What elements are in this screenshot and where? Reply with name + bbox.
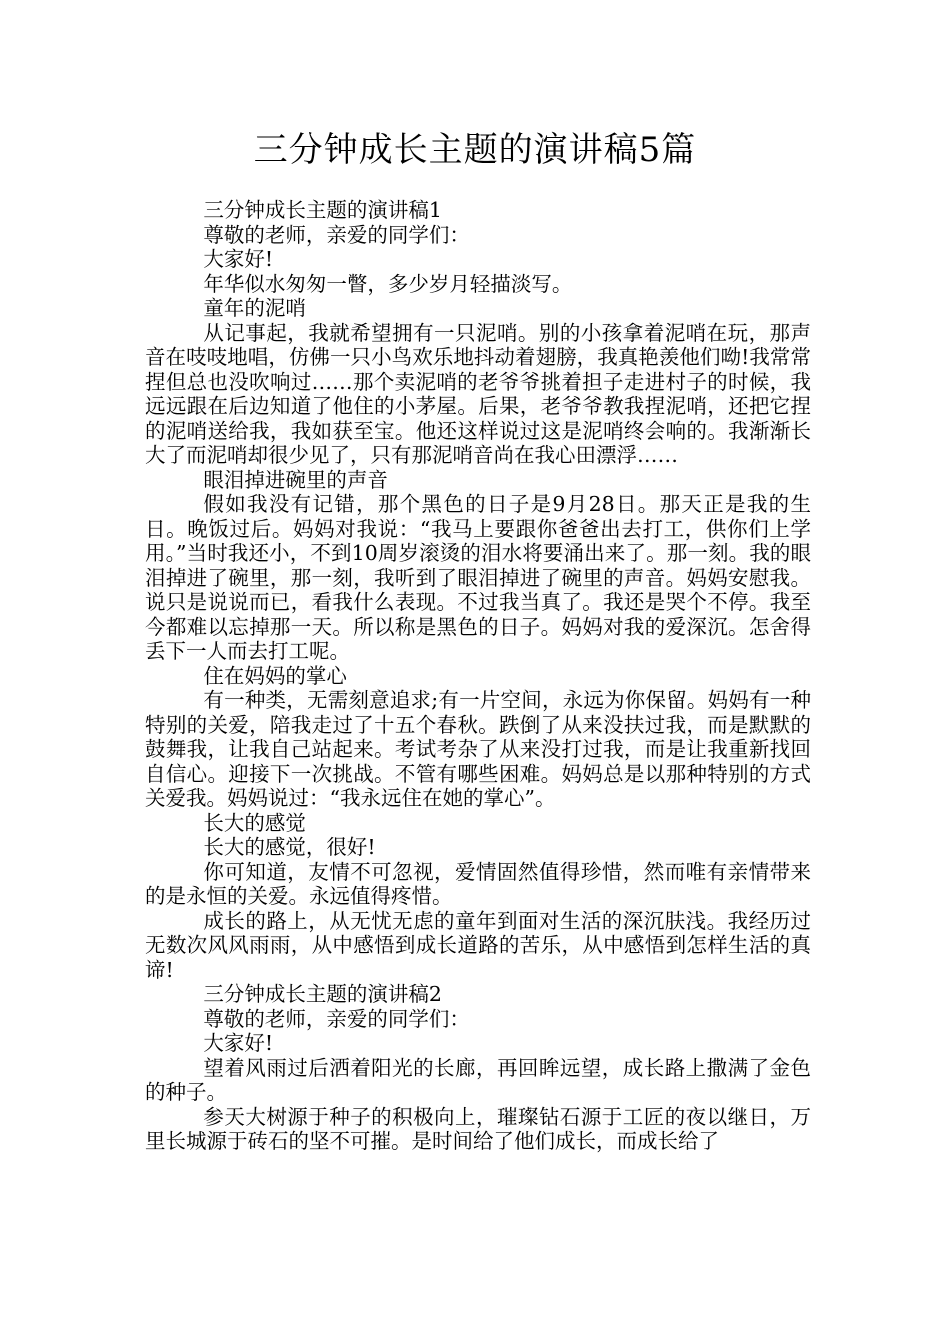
paragraph: 假如我没有记错，那个黑色的日子是9月28日。那天正是我的生日。晚饭过后。妈妈对我说：“我马上要跟你爸爸出去打工，供你们上学用。”当时我还小，不到10周岁滚烫的泪水将要涌出来了。那一刻。我的眼泪掉进了碗里，那一刻，我听到了眼泪掉进了碗里的声音。妈妈安慰我。说只是说说而已，看我什么表现。不过我当真了。我还是哭个不停。我至今都难以忘掉那一天。所以称是黑色的日子。妈妈对我的爱深沉。怎舍得丢下一人而去打工呢。 [145,492,811,663]
section-heading: 童年的泥哨 [203,296,306,320]
paragraph: 参天大树源于种子的积极向上，璀璨钻石源于工匠的夜以继日，万里长城源于砖石的坚不可摧。是时间给了他们成长，而成长给了 [145,1104,811,1153]
paragraph: 有一种类，无需刻意追求;有一片空间，永远为你保留。妈妈有一种特别的关爱，陪我走过了十五个春秋。跌倒了从来没扶过我，而是默默的鼓舞我，让我自己站起来。考试考杂了从来没打过我，而是让我重新找回自信心。迎接下一次挑战。不管有哪些困难。妈妈总是以那种特别的方式关爱我。妈妈说过：“我永远住在她的掌心”。 [145,688,811,810]
paragraph: 年华似水匆匆一瞥，多少岁月轻描淡写。 [203,271,573,296]
paragraph-speech1-heading: 三分钟成长主题的演讲稿1 [203,198,442,222]
paragraph-hello: 大家好! [203,247,274,271]
paragraph-hello: 大家好! [203,1031,274,1055]
paragraph: 你可知道，友情不可忽视，爱情固然值得珍惜，然而唯有亲情带来的是永恒的关爱。永远值得疼惜。 [145,859,811,908]
paragraph: 长大的感觉，很好! [203,835,376,859]
paragraph-greeting: 尊敬的老师，亲爱的同学们： [203,222,470,247]
paragraph: 成长的路上，从无忧无虑的童年到面对生活的深沉肤浅。我经历过无数次风风雨雨，从中感悟到成长道路的苦乐，从中感悟到怎样生活的真谛! [145,908,811,982]
paragraph-speech2-heading: 三分钟成长主题的演讲稿2 [203,982,442,1006]
document-title: 三分钟成长主题的演讲稿5篇 [253,130,697,170]
section-heading: 长大的感觉 [203,810,306,835]
paragraph-greeting: 尊敬的老师，亲爱的同学们： [203,1006,470,1031]
section-heading: 住在妈妈的掌心 [203,663,347,688]
paragraph: 望着风雨过后洒着阳光的长廊，再回眸远望，成长路上撒满了金色的种子。 [145,1055,811,1104]
document-body [145,198,811,1154]
section-heading: 眼泪掉进碗里的声音 [203,467,388,492]
paragraph: 从记事起，我就希望拥有一只泥哨。别的小孩拿着泥哨在玩，那声音在吱吱地唱，仿佛一只小鸟欢乐地抖动着翅膀，我真艳羡他们呦!我常常捏但总也没吹响过……那个卖泥哨的老爷爷挑着担子走进村子的时候，我远远跟在后边知道了他住的小茅屋。后果，老爷爷教我捏泥哨，还把它捏的泥哨送给我，我如获至宝。他还这样说过这是泥哨终会响的。我渐渐长大了而泥哨却很少见了，只有那泥哨音尚在我心田漂浮…… [145,320,811,467]
